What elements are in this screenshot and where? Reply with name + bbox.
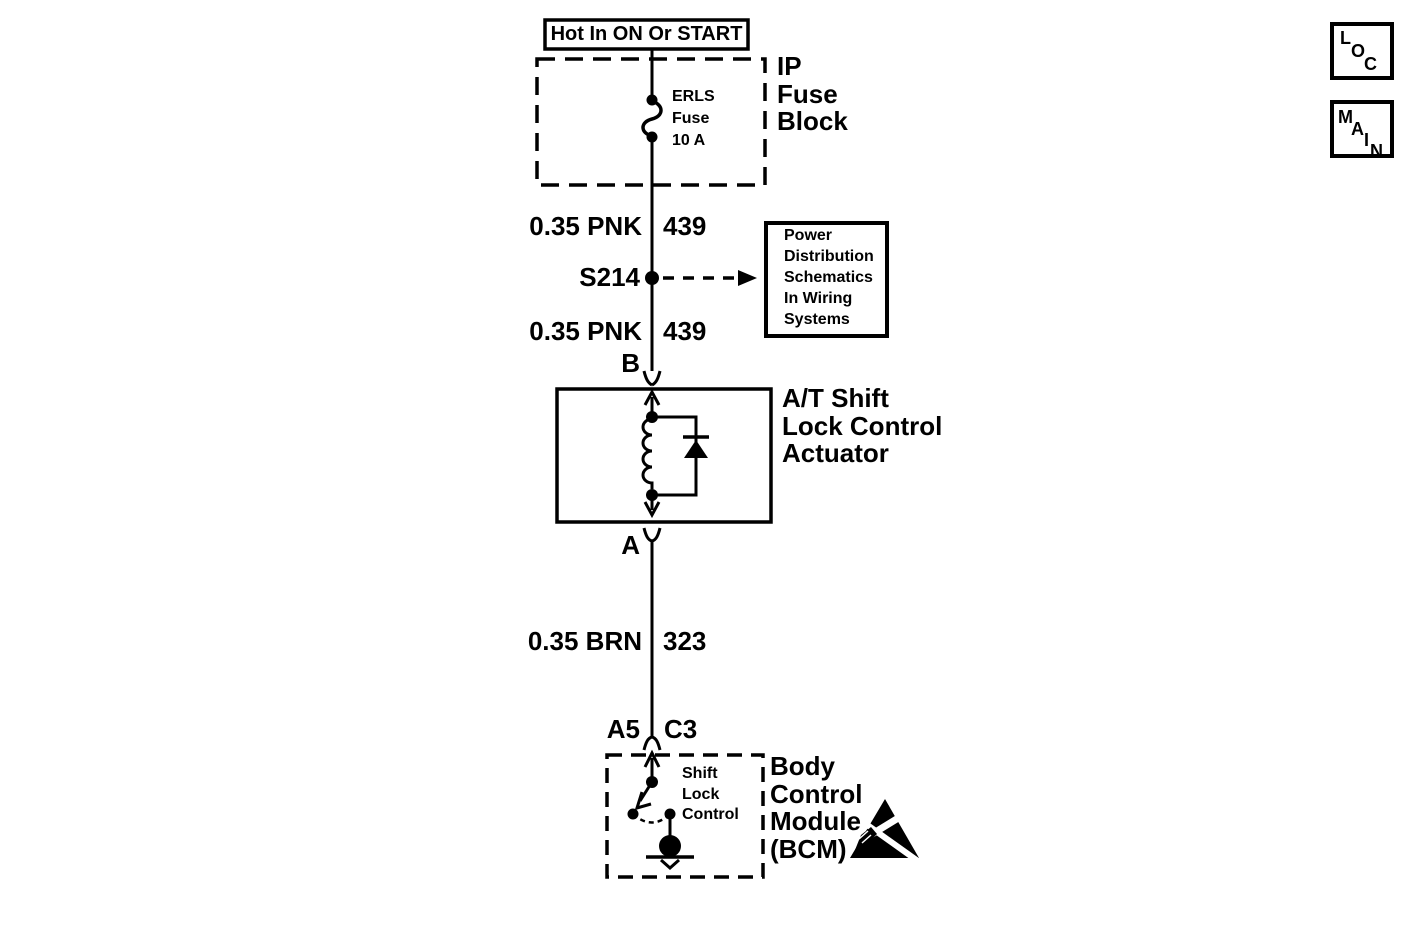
fuse-block-name: IP Fuse Block <box>777 51 848 136</box>
terminal-b-connector-icon <box>644 371 660 385</box>
coil-icon <box>643 419 652 489</box>
splice-dot <box>645 271 659 285</box>
loc-button[interactable]: L O C <box>1330 22 1394 80</box>
switch-icon <box>628 782 676 823</box>
fuse-icon <box>643 95 661 143</box>
actuator-internal-circuit <box>643 392 709 515</box>
main-button[interactable]: M A I N <box>1330 100 1394 158</box>
circuit-number-323: 323 <box>663 626 707 656</box>
fuse-label: ERLS Fuse 10 A <box>672 88 715 149</box>
wire-label-pnk-2: 0.35 PNK <box>529 316 642 346</box>
reference-arrow <box>663 270 757 286</box>
actuator-name: A/T Shift Lock Control Actuator <box>782 383 943 468</box>
circuit-number-439-1: 439 <box>663 211 707 241</box>
reference-box-text[interactable]: Power Distribution Schematics In Wiring Systems <box>784 227 874 328</box>
splice-label: S214 <box>579 262 640 292</box>
terminal-b-label: B <box>621 348 640 378</box>
wire-label-pnk-1: 0.35 PNK <box>529 211 642 241</box>
actuator-box <box>557 389 771 522</box>
terminal-a-connector-icon <box>644 528 660 541</box>
diode-icon <box>683 437 709 458</box>
wire-label-brn: 0.35 BRN <box>527 626 642 656</box>
circuit-number-439-2: 439 <box>663 316 707 346</box>
connector-c3-icon <box>644 737 660 750</box>
bcm-pin-label: A5 <box>606 714 640 744</box>
bcm-name: Body Control Module (BCM) <box>770 751 863 864</box>
bcm-connector-label: C3 <box>664 714 698 744</box>
bcm-function-label: Shift Lock Control <box>682 765 739 823</box>
power-source-label: Hot In ON Or START <box>550 23 743 45</box>
terminal-a-label: A <box>621 530 640 560</box>
